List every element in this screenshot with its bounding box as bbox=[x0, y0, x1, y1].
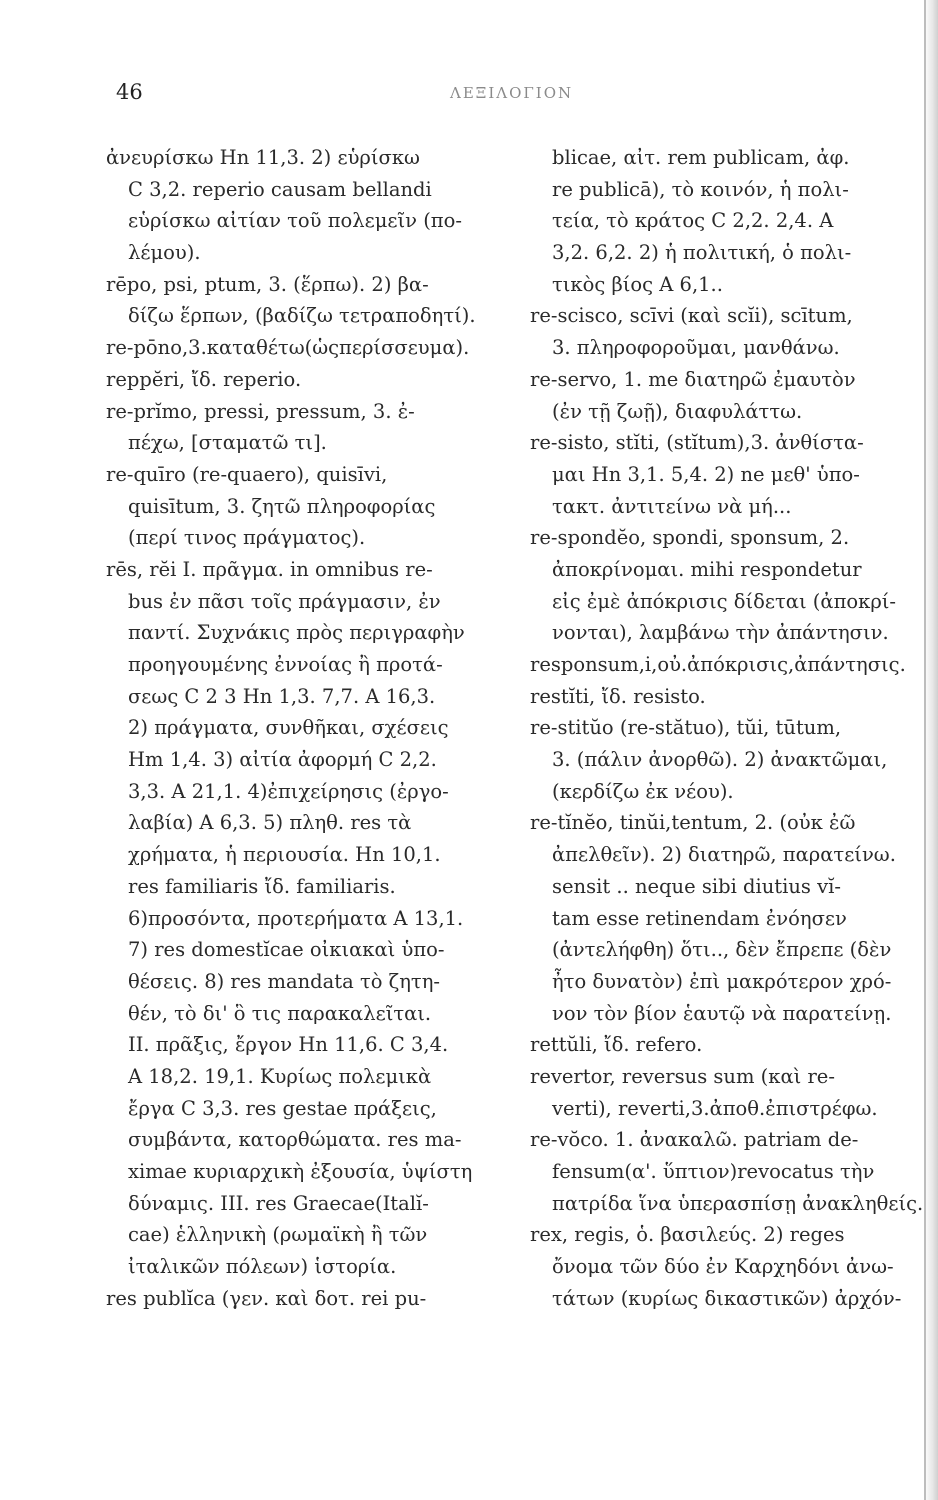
text-line: (κερδίζω ἐκ νέου). bbox=[552, 779, 734, 803]
text-line: rettŭli, ἴδ. refero. bbox=[530, 1033, 703, 1057]
text-line: 3,3. A 21,1. 4)ἐπιχείρησις (ἐργο- bbox=[128, 779, 449, 803]
text-line: εὑρίσκω αἰτίαν τοῦ πολεμεῖν (πο- bbox=[128, 209, 462, 233]
text-line: fensum(α'. ὕπτιον)revocatus τὴν bbox=[552, 1160, 875, 1183]
text-line: 7) res domestĭcae οἰκιακαὶ ὑπο- bbox=[128, 938, 445, 962]
text-line: rex, regis, ὁ. βασιλεύς. 2) reges bbox=[530, 1223, 845, 1247]
text-line: 3. πληροφοροῦμαι, μανθάνω. bbox=[552, 336, 840, 360]
text-line: παντί. Συχνάκις πρὸς περιγραφὴν bbox=[128, 621, 465, 645]
text-line: Ηm 1,4. 3) αἰτία ἀφορμή C 2,2. bbox=[128, 748, 437, 772]
text-line: νονται), λαμβάνω τὴν ἀπάντησιν. bbox=[552, 621, 889, 645]
text-line: revertor, reversus sum (καὶ re- bbox=[530, 1064, 835, 1088]
text-line: responsum,i,οὐ.ἀπόκρισις,ἀπάντησις. bbox=[530, 653, 906, 676]
text-line: ἀποκρίνομαι. mihi respondetur bbox=[552, 557, 862, 581]
text-line: rēs, rĕi I. πρᾶγμα. in omnibus re- bbox=[106, 557, 433, 581]
text-line: 3. (πάλιν ἀνορθῶ). 2) ἀνακτῶμαι, bbox=[552, 748, 888, 772]
text-line: 6)προσόντα, προτερήματα A 13,1. bbox=[128, 906, 464, 930]
text-line: re-spondĕo, spondi, sponsum, 2. bbox=[530, 526, 850, 550]
text-line: bus ἐν πᾶσι τοῖς πράγμασιν, ἐν bbox=[128, 589, 441, 613]
text-line: quisītum, 3. ζητῶ πληροφορίας bbox=[128, 494, 436, 518]
right-column bbox=[530, 142, 926, 1314]
text-line: χρήματα, ἡ περιουσία. Ηn 10,1. bbox=[128, 843, 441, 867]
text-line: verti), reverti,3.ἀποθ.ἐπιστρέφω. bbox=[552, 1096, 878, 1120]
text-line: res publĭca (γεν. καὶ δοτ. rei pu- bbox=[106, 1286, 427, 1310]
text-line: ὄνομα τῶν δύο ἐν Καρχηδόνι ἀνω- bbox=[552, 1255, 894, 1279]
text-line: blicae, αἰτ. rem publicam, ἀφ. bbox=[552, 146, 850, 169]
text-line: re-sisto, stĭti, (stĭtum),3. ἀνθίστα- bbox=[530, 431, 864, 455]
text-line: ximae κυριαρχικὴ ἐξουσία, ὑψίστη bbox=[128, 1160, 473, 1183]
text-line: sensit .. neque sibi diutius vĭ- bbox=[552, 874, 841, 898]
text-line: re-quīro (re-quaero), quisīvi, bbox=[106, 462, 388, 486]
text-line: rēpo, psi, ptum, 3. (ἕρπω). 2) βα- bbox=[106, 272, 429, 296]
text-line: re-servo, 1. me διατηρῶ ἐμαυτὸν bbox=[530, 367, 856, 391]
left-column bbox=[106, 142, 506, 1314]
text-line: λέμου). bbox=[128, 241, 201, 265]
text-line: A 18,2. 19,1. Κυρίως πολεμικὰ bbox=[128, 1064, 432, 1088]
text-line: τεία, τὸ κράτος C 2,2. 2,4. A bbox=[552, 209, 834, 233]
text-line: (ἐν τῇ ζωῇ), διαφυλάττω. bbox=[552, 399, 803, 423]
text-line: res familiaris ἴδ. familiaris. bbox=[128, 874, 396, 898]
text-line: tam esse retinendam ἐνόησεν bbox=[552, 906, 847, 930]
text-line: πατρίδα ἵνα ὑπερασπίσῃ ἀνακληθείς. bbox=[552, 1191, 924, 1215]
text-line: re-tĭnĕo, tinŭi,tentum, 2. (οὐκ ἐῶ bbox=[530, 811, 856, 835]
text-line: ἦτο δυνατὸν) ἐπὶ μακρότερον χρό- bbox=[552, 969, 892, 993]
text-line: 2) πράγματα, συνθῆκαι, σχέσεις bbox=[128, 716, 449, 740]
running-head: ΛΕΞΙΛΟΓΙΟΝ bbox=[450, 84, 574, 102]
text-line: II. πρᾶξις, ἔργον Ηn 11,6. C 3,4. bbox=[128, 1033, 449, 1057]
page-number: 46 bbox=[116, 80, 143, 104]
text-line: σεως C 2 3 Ηn 1,3. 7,7. A 16,3. bbox=[128, 684, 436, 708]
text-line: εἰς ἐμὲ ἀπόκρισις δίδεται (ἀποκρί- bbox=[552, 589, 897, 613]
text-line: θέσεις. 8) res mandata τὸ ζητη- bbox=[128, 969, 440, 993]
text-line: (περί τινος πράγματος). bbox=[128, 526, 366, 550]
text-line: τικὸς βίος A 6,1.. bbox=[552, 272, 723, 296]
text-line: νον τὸν βίον ἑαυτῷ νὰ παρατείνῃ. bbox=[552, 1001, 892, 1025]
text-line: re-stitŭo (re-stătuo), tŭi, tūtum, bbox=[530, 716, 842, 740]
text-line: 3,2. 6,2. 2) ἡ πολιτική, ὁ πολι- bbox=[552, 241, 852, 265]
text-line: restĭti, ἴδ. resisto. bbox=[530, 684, 706, 708]
text-line: reppĕri, ἴδ. reperio. bbox=[106, 367, 302, 391]
text-line: συμβάντα, κατορθώματα. res ma- bbox=[128, 1128, 462, 1152]
text-line: cae) ἑλληνικὴ (ρωμαϊκὴ ἢ τῶν bbox=[128, 1223, 428, 1247]
text-line: δίζω ἕρπων, (βαδίζω τετραποδητί). bbox=[128, 304, 476, 328]
text-line: re-pōno,3.καταθέτω(ὡςπερίσσευμα). bbox=[106, 336, 470, 360]
text-line: ἰταλικῶν πόλεων) ἱστορία. bbox=[128, 1255, 397, 1279]
text-line: προηγουμένης ἐννοίας ἢ προτά- bbox=[128, 653, 443, 676]
text-line: C 3,2. reperio causam bellandi bbox=[128, 177, 432, 201]
text-line: δύναμις. III. res Graecae(Italĭ- bbox=[128, 1191, 429, 1215]
text-line: ἔργα C 3,3. res gestae πράξεις, bbox=[128, 1096, 437, 1120]
text-line: re-prĭmo, pressi, pressum, 3. ἐ- bbox=[106, 399, 415, 423]
text-line: re-vŏco. 1. ἀνακαλῶ. patriam de- bbox=[530, 1128, 859, 1152]
text-line: τακτ. ἀντιτείνω νὰ μή... bbox=[552, 494, 792, 518]
text-line: λαβία) A 6,3. 5) πληθ. res τὰ bbox=[128, 811, 412, 835]
page-edge-shadow bbox=[924, 0, 938, 1500]
text-line: μαι Ηn 3,1. 5,4. 2) ne μεθ' ὑπο- bbox=[552, 462, 860, 486]
text-line: re publicā), τὸ κοινόν, ἡ πολι- bbox=[552, 177, 849, 201]
text-line: τάτων (κυρίως δικαστικῶν) ἀρχόν- bbox=[552, 1286, 902, 1310]
text-line: πέχω, [σταματῶ τι]. bbox=[128, 431, 327, 455]
text-line: (ἀντελήφθη) ὅτι.., δὲν ἔπρεπε (δὲν bbox=[552, 938, 892, 962]
text-line: re-scisco, scīvi (καὶ scĭi), scītum, bbox=[530, 304, 853, 328]
text-line: θέν, τὸ δι' ὃ τις παρακαλεῖται. bbox=[128, 1001, 432, 1025]
page-edge-line bbox=[924, 0, 926, 1500]
text-line: ἀπελθεῖν). 2) διατηρῶ, παρατείνω. bbox=[552, 843, 896, 867]
text-line: ἀνευρίσκω Ηn 11,3. 2) εὑρίσκω bbox=[106, 146, 420, 169]
